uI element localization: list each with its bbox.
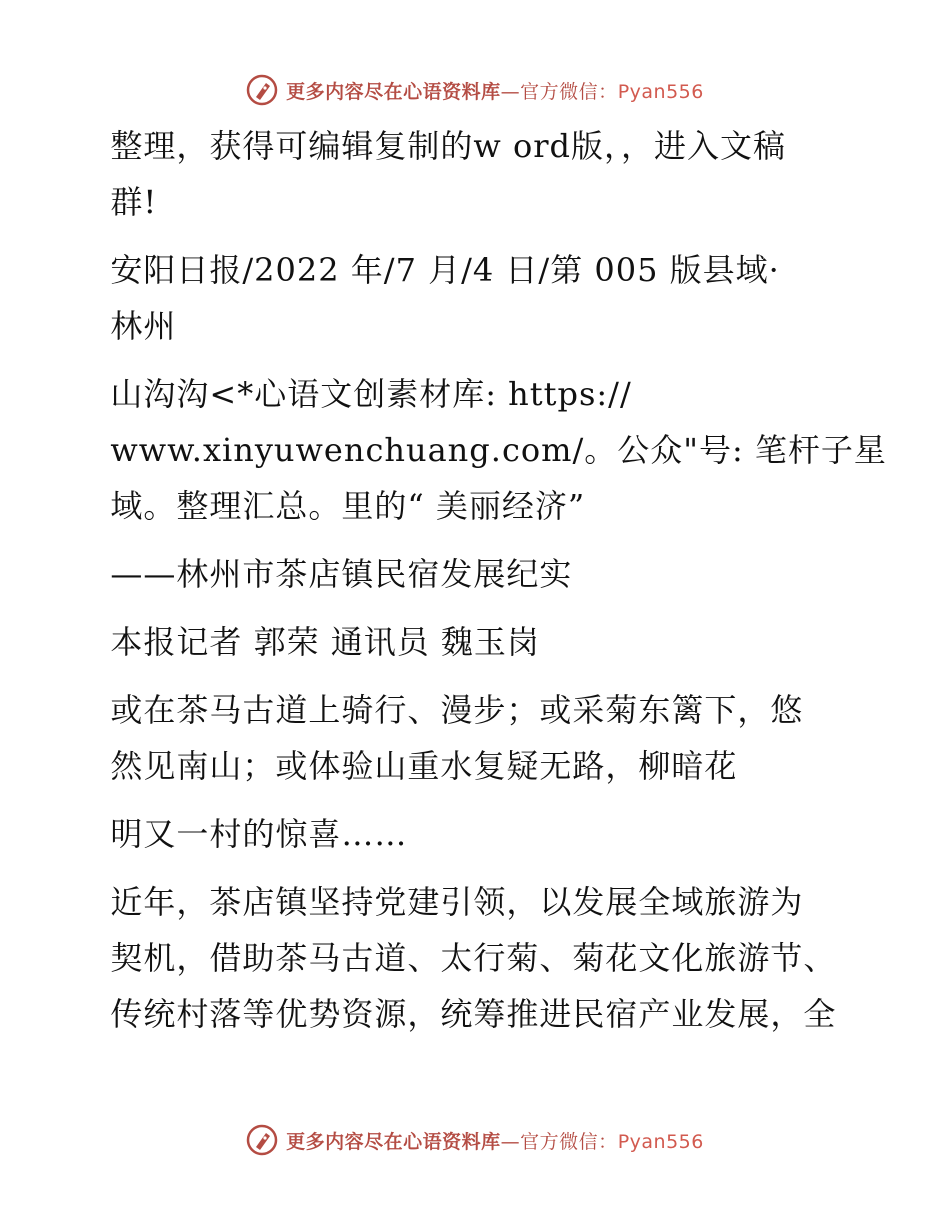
text-line: ——林州市茶店镇民宿发展纪实: [110, 555, 573, 593]
header-watermark: [0, 70, 950, 110]
text-line: 林州: [110, 307, 177, 345]
text-line: 域。整理汇总。里的“ 美丽经济”: [110, 487, 586, 525]
text-line: 本报记者 郭荣 通讯员 魏玉岗: [110, 623, 540, 661]
paragraph-byline: [96, 614, 856, 670]
paragraph-lead-continued: [96, 806, 856, 862]
text-line: 明又一村的惊喜……: [110, 815, 408, 853]
watermark-separator: —官方微信：: [500, 1130, 618, 1153]
watermark-handle: Pyan556: [617, 80, 704, 103]
watermark-text: [286, 1127, 704, 1154]
pen-nib-logo-icon: [246, 1124, 278, 1156]
watermark-main-text: 更多内容尽在心语资料库: [286, 80, 501, 103]
paragraph-intro: [96, 118, 856, 230]
watermark-separator: —官方微信：: [500, 80, 618, 103]
paragraph-body: [96, 874, 856, 1042]
document-body: [96, 118, 887, 1054]
footer-watermark: [0, 1120, 950, 1160]
text-line: 契机，借助茶马古道、太行菊、菊花文化旅游节、: [110, 939, 837, 977]
watermark-main-text: 更多内容尽在心语资料库: [286, 1130, 501, 1153]
text-line: 山沟沟<*心语文创素材库: https://: [110, 375, 632, 413]
watermark-text: [286, 77, 704, 104]
paragraph-subtitle: [96, 546, 856, 602]
paragraph-title: [96, 366, 887, 534]
text-line: 安阳日报/2022 年/7 月/4 日/第 005 版县域·: [110, 251, 780, 289]
paragraph-source: [96, 242, 856, 354]
text-line: 整理，获得可编辑复制的w ord版，，进入文稿: [110, 127, 787, 165]
text-line: 然见南山；或体验山重水复疑无路，柳暗花: [110, 747, 738, 785]
text-line: 或在茶马古道上骑行、漫步；或采菊东篱下，悠: [110, 691, 804, 729]
text-line: 近年，茶店镇坚持党建引领，以发展全域旅游为: [110, 883, 804, 921]
text-line: www.xinyuwenchuang.com/。公众"号: 笔杆子星: [110, 431, 887, 469]
paragraph-lead: [96, 682, 856, 794]
text-line: 传统村落等优势资源，统筹推进民宿产业发展，全: [110, 995, 837, 1033]
pen-nib-logo-icon: [246, 74, 278, 106]
text-line: 群!: [110, 183, 158, 221]
watermark-handle: Pyan556: [617, 1130, 704, 1153]
